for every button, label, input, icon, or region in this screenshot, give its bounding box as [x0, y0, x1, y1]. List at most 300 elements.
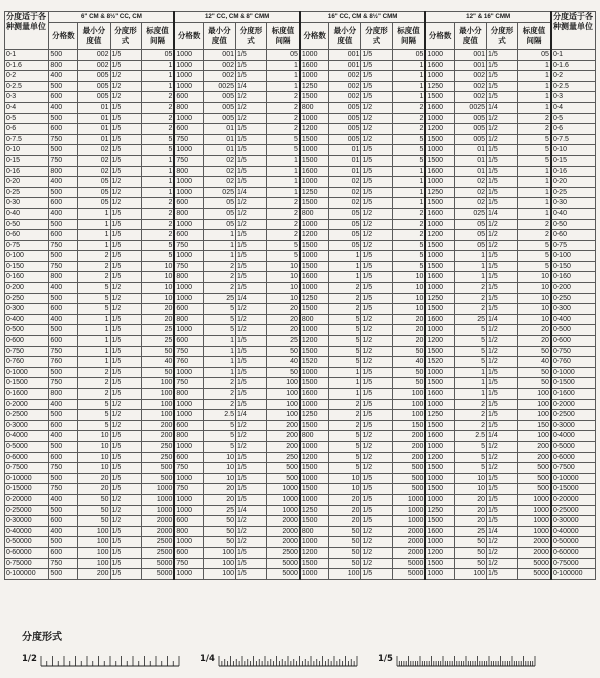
table-cell: 1/5	[110, 558, 141, 569]
table-cell: 1000	[300, 441, 329, 452]
table-cell: 50	[329, 558, 361, 569]
table-row	[5, 537, 596, 548]
table-cell: 1/2	[235, 314, 266, 325]
table-cell: 1/2	[361, 208, 392, 219]
table-cell: 50	[329, 537, 361, 548]
table-cell: 25	[203, 505, 235, 516]
table-cell: 1200	[425, 452, 454, 463]
sub-header: 最小分度值	[203, 23, 235, 50]
table-cell: 1/5	[487, 166, 518, 177]
table-cell: 600	[49, 124, 78, 135]
table-cell: 5	[203, 325, 235, 336]
table-cell: 0-4000	[551, 431, 596, 442]
table-cell: 1/2	[361, 219, 392, 230]
table-cell: 10	[329, 484, 361, 495]
table-cell: 10	[141, 293, 174, 304]
table-cell: 1250	[425, 81, 454, 92]
table-cell: 2000	[267, 537, 300, 548]
table-cell: 0-100	[551, 251, 596, 262]
table-cell: 1/5	[487, 484, 518, 495]
table-cell: 20	[203, 484, 235, 495]
table-cell: 1500	[300, 92, 329, 103]
table-cell: 1/5	[361, 187, 392, 198]
table-cell: 1/2	[110, 198, 141, 209]
table-cell: 100	[203, 569, 235, 580]
table-cell: 1600	[425, 431, 454, 442]
table-cell: 5	[454, 325, 486, 336]
table-cell: 0-600	[5, 336, 49, 347]
table-cell: 0-40000	[551, 526, 596, 537]
table-row	[5, 187, 596, 198]
table-cell: 1/2	[487, 134, 518, 145]
table-cell: 200	[392, 452, 425, 463]
table-cell: 1200	[425, 230, 454, 241]
table-cell: 1/5	[235, 346, 266, 357]
table-cell: 1000	[425, 367, 454, 378]
table-cell: 2	[267, 230, 300, 241]
table-cell: 500	[49, 145, 78, 156]
table-cell: 1/4	[487, 526, 518, 537]
table-cell: 750	[174, 155, 203, 166]
table-cell: 1	[518, 208, 551, 219]
table-cell: 1/5	[110, 166, 141, 177]
table-cell: 01	[203, 124, 235, 135]
table-cell: 1000	[174, 473, 203, 484]
table-cell: 400	[49, 526, 78, 537]
table-cell: 0-2000	[5, 399, 49, 410]
table-cell: 001	[329, 50, 361, 61]
table-cell: 10	[454, 473, 486, 484]
table-cell: 1	[203, 367, 235, 378]
table-cell: 1/5	[110, 441, 141, 452]
table-cell: 1500	[300, 558, 329, 569]
table-cell: 005	[454, 113, 486, 124]
table-cell: 1/5	[235, 71, 266, 82]
table-cell: 1/5	[487, 569, 518, 580]
table-cell: 1/5	[235, 494, 266, 505]
table-cell: 100	[78, 526, 110, 537]
table-cell: 1000	[518, 516, 551, 527]
table-cell: 1500	[425, 484, 454, 495]
table-cell: 05	[454, 219, 486, 230]
table-cell: 0-60	[551, 230, 596, 241]
table-row	[5, 325, 596, 336]
table-cell: 1	[203, 346, 235, 357]
table-cell: 500	[49, 81, 78, 92]
table-cell: 1/5	[361, 71, 392, 82]
table-cell: 1	[203, 251, 235, 262]
table-cell: 10	[203, 463, 235, 474]
table-cell: 800	[300, 314, 329, 325]
table-cell: 0-75000	[5, 558, 49, 569]
table-cell: 1/5	[487, 389, 518, 400]
table-cell: 5	[392, 251, 425, 262]
table-cell: 2	[329, 293, 361, 304]
table-cell: 1500	[300, 134, 329, 145]
table-cell: 5	[392, 134, 425, 145]
table-cell: 1/5	[361, 50, 392, 61]
table-cell: 1/2	[235, 113, 266, 124]
table-cell: 600	[174, 452, 203, 463]
table-cell: 600	[49, 198, 78, 209]
table-cell: 0-2500	[5, 410, 49, 421]
table-cell: 0-6	[5, 124, 49, 135]
table-cell: 0-25	[551, 187, 596, 198]
table-cell: 400	[49, 177, 78, 188]
table-cell: 2	[203, 389, 235, 400]
sub-header: 标度值间隔	[141, 23, 174, 50]
table-cell: 200	[267, 420, 300, 431]
table-cell: 100	[141, 410, 174, 421]
table-cell: 800	[49, 60, 78, 71]
table-cell: 1	[518, 81, 551, 92]
ruler-fifth	[396, 655, 536, 667]
table-cell: 600	[49, 516, 78, 527]
table-cell: 2	[329, 410, 361, 421]
table-cell: 800	[174, 314, 203, 325]
table-cell: 50	[203, 537, 235, 548]
table-cell: 1000	[174, 187, 203, 198]
table-cell: 1/5	[487, 304, 518, 315]
table-cell: 002	[329, 71, 361, 82]
table-cell: 1	[518, 187, 551, 198]
table-row	[5, 452, 596, 463]
table-cell: 0-1	[551, 50, 596, 61]
table-cell: 1/2	[235, 420, 266, 431]
table-cell: 1/5	[361, 261, 392, 272]
table-cell: 20	[267, 325, 300, 336]
table-cell: 1/5	[361, 283, 392, 294]
table-cell: 600	[49, 420, 78, 431]
table-cell: 1/5	[487, 50, 518, 61]
table-cell: 2	[454, 283, 486, 294]
table-cell: 0-4000	[5, 431, 49, 442]
table-cell: 2	[267, 208, 300, 219]
table-cell: 1	[141, 166, 174, 177]
table-cell: 1000	[300, 537, 329, 548]
table-cell: 5	[518, 261, 551, 272]
table-row	[5, 304, 596, 315]
table-cell: 1500	[425, 134, 454, 145]
table-cell: 2000	[518, 537, 551, 548]
table-cell: 2000	[141, 526, 174, 537]
table-cell: 1/5	[487, 473, 518, 484]
table-cell: 1000	[174, 251, 203, 262]
table-cell: 1/2	[110, 420, 141, 431]
table-cell: 1/2	[361, 314, 392, 325]
ruler-label-half: 1/2	[22, 654, 37, 664]
table-cell: 1/5	[235, 272, 266, 283]
table-cell: 5000	[267, 558, 300, 569]
table-cell: 0-1500	[551, 378, 596, 389]
table-cell: 0-600	[551, 336, 596, 347]
table-cell: 1/5	[235, 357, 266, 368]
table-row	[5, 336, 596, 347]
table-cell: 0-7.5	[551, 134, 596, 145]
table-cell: 1/5	[110, 208, 141, 219]
table-cell: 1/2	[361, 357, 392, 368]
table-cell: 0-6000	[5, 452, 49, 463]
table-cell: 1	[392, 71, 425, 82]
table-cell: 1500	[300, 378, 329, 389]
table-cell: 2	[392, 230, 425, 241]
table-cell: 1	[78, 230, 110, 241]
table-cell: 1/2	[361, 558, 392, 569]
table-cell: 1	[267, 187, 300, 198]
table-cell: 0-1500	[5, 378, 49, 389]
table-cell: 1500	[425, 304, 454, 315]
table-cell: 1/2	[235, 441, 266, 452]
table-row	[5, 420, 596, 431]
table-cell: 800	[49, 166, 78, 177]
table-cell: 2	[518, 219, 551, 230]
table-cell: 0-60000	[5, 547, 49, 558]
table-cell: 5	[78, 283, 110, 294]
table-cell: 1/5	[110, 113, 141, 124]
table-cell: 5	[329, 441, 361, 452]
table-row	[5, 134, 596, 145]
table-cell: 005	[329, 102, 361, 113]
table-cell: 200	[141, 431, 174, 442]
table-row	[5, 378, 596, 389]
table-cell: 1000	[300, 367, 329, 378]
table-cell: 0-1.6	[5, 60, 49, 71]
table-cell: 1/5	[361, 198, 392, 209]
table-cell: 5	[141, 145, 174, 156]
table-cell: 2	[141, 198, 174, 209]
table-cell: 05	[518, 50, 551, 61]
table-cell: 0-150	[551, 261, 596, 272]
table-cell: 2500	[141, 547, 174, 558]
table-cell: 5	[329, 452, 361, 463]
table-cell: 2	[454, 293, 486, 304]
table-cell: 150	[518, 420, 551, 431]
table-cell: 1000	[174, 219, 203, 230]
table-cell: 0-40	[551, 208, 596, 219]
table-cell: 1500	[425, 378, 454, 389]
table-cell: 001	[454, 50, 486, 61]
table-cell: 2.5	[203, 410, 235, 421]
table-cell: 1/2	[361, 325, 392, 336]
table-cell: 100	[267, 410, 300, 421]
table-row	[5, 526, 596, 537]
table-cell: 1/5	[235, 389, 266, 400]
table-cell: 0-500	[551, 325, 596, 336]
table-cell: 1/5	[235, 452, 266, 463]
table-cell: 100	[78, 558, 110, 569]
table-row	[5, 410, 596, 421]
table-cell: 400	[49, 102, 78, 113]
table-cell: 800	[174, 431, 203, 442]
table-cell: 1/5	[235, 547, 266, 558]
table-cell: 10	[454, 484, 486, 495]
table-cell: 1200	[425, 336, 454, 347]
table-cell: 500	[49, 187, 78, 198]
table-cell: 1600	[425, 60, 454, 71]
table-cell: 600	[49, 304, 78, 315]
table-cell: 1/2	[487, 441, 518, 452]
table-cell: 10	[392, 304, 425, 315]
table-cell: 25	[454, 526, 486, 537]
table-cell: 10	[267, 283, 300, 294]
table-cell: 1/5	[361, 166, 392, 177]
table-cell: 0-60	[5, 230, 49, 241]
table-cell: 1/5	[110, 537, 141, 548]
table-cell: 05	[267, 50, 300, 61]
table-cell: 5	[392, 145, 425, 156]
table-cell: 1000	[174, 537, 203, 548]
table-cell: 0-50000	[551, 537, 596, 548]
table-cell: 50	[141, 346, 174, 357]
table-cell: 02	[203, 155, 235, 166]
table-cell: 5	[267, 240, 300, 251]
table-cell: 1/2	[235, 102, 266, 113]
table-cell: 1520	[425, 357, 454, 368]
table-cell: 1/5	[110, 219, 141, 230]
table-cell: 1/4	[235, 410, 266, 421]
table-cell: 1000	[425, 219, 454, 230]
table-cell: 1000	[425, 441, 454, 452]
table-cell: 05	[203, 219, 235, 230]
table-cell: 1000	[425, 473, 454, 484]
table-cell: 0-760	[5, 357, 49, 368]
table-cell: 1/5	[361, 484, 392, 495]
table-cell: 25	[267, 336, 300, 347]
table-cell: 5	[518, 155, 551, 166]
table-cell: 0-100	[5, 251, 49, 262]
table-cell: 1	[267, 81, 300, 92]
table-cell: 1/4	[487, 314, 518, 325]
table-cell: 1	[518, 92, 551, 103]
table-cell: 1/5	[487, 81, 518, 92]
table-cell: 0-1600	[5, 389, 49, 400]
table-cell: 1/5	[235, 399, 266, 410]
sub-header: 标度值间隔	[392, 23, 425, 50]
table-cell: 1520	[300, 357, 329, 368]
table-cell: 1000	[425, 399, 454, 410]
table-cell: 1/2	[110, 81, 141, 92]
table-cell: 0-1.6	[551, 60, 596, 71]
table-row	[5, 251, 596, 262]
table-cell: 1200	[425, 124, 454, 135]
table-cell: 0-15000	[5, 484, 49, 495]
table-cell: 200	[267, 431, 300, 442]
table-cell: 1	[78, 336, 110, 347]
table-cell: 5000	[392, 569, 425, 580]
table-cell: 1000	[425, 537, 454, 548]
ruler-quarter	[218, 655, 358, 667]
table-cell: 1/2	[235, 198, 266, 209]
table-cell: 005	[329, 124, 361, 135]
table-cell: 1/2	[110, 304, 141, 315]
table-cell: 2	[518, 230, 551, 241]
table-cell: 1/5	[361, 399, 392, 410]
table-cell: 1	[267, 60, 300, 71]
table-cell: 1/2	[235, 537, 266, 548]
table-cell: 1	[203, 336, 235, 347]
table-cell: 1000	[174, 50, 203, 61]
table-cell: 0-16	[551, 166, 596, 177]
table-cell: 5	[267, 134, 300, 145]
table-cell: 0-15000	[551, 484, 596, 495]
table-cell: 500	[267, 463, 300, 474]
table-cell: 1/5	[235, 367, 266, 378]
table-cell: 005	[329, 113, 361, 124]
table-cell: 100	[78, 537, 110, 548]
table-cell: 1	[78, 314, 110, 325]
table-cell: 1000	[425, 325, 454, 336]
table-cell: 1	[78, 357, 110, 368]
table-cell: 1	[141, 81, 174, 92]
table-cell: 20	[78, 473, 110, 484]
table-cell: 100	[518, 410, 551, 421]
table-cell: 0-40000	[5, 526, 49, 537]
table-cell: 5	[203, 314, 235, 325]
table-cell: 100	[141, 378, 174, 389]
table-cell: 800	[300, 526, 329, 537]
table-cell: 1/5	[235, 50, 266, 61]
table-cell: 1000	[518, 505, 551, 516]
table-row	[5, 494, 596, 505]
table-cell: 2	[267, 113, 300, 124]
table-cell: 1	[141, 60, 174, 71]
table-cell: 2	[78, 367, 110, 378]
table-cell: 20	[454, 516, 486, 527]
table-cell: 0-2.5	[551, 81, 596, 92]
table-cell: 1000	[174, 60, 203, 71]
table-row	[5, 516, 596, 527]
table-cell: 2	[329, 420, 361, 431]
table-cell: 1	[392, 81, 425, 92]
table-cell: 01	[78, 134, 110, 145]
table-cell: 1/2	[487, 463, 518, 474]
table-row	[5, 293, 596, 304]
table-row	[5, 230, 596, 241]
table-cell: 1/5	[487, 71, 518, 82]
table-cell: 0-75000	[551, 558, 596, 569]
table-cell: 1200	[300, 230, 329, 241]
table-cell: 0-15	[551, 155, 596, 166]
table-cell: 500	[49, 505, 78, 516]
table-cell: 20	[267, 304, 300, 315]
ruler-fifth-svg	[396, 655, 536, 667]
table-cell: 0-7500	[5, 463, 49, 474]
table-cell: 1000	[174, 505, 203, 516]
table-cell: 600	[49, 230, 78, 241]
table-cell: 1/5	[487, 145, 518, 156]
table-cell: 1000	[174, 399, 203, 410]
table-cell: 05	[329, 219, 361, 230]
table-cell: 20	[392, 325, 425, 336]
table-cell: 1/5	[235, 230, 266, 241]
table-cell: 1/2	[235, 208, 266, 219]
table-cell: 1/5	[361, 516, 392, 527]
table-cell: 2	[203, 378, 235, 389]
table-cell: 0-25000	[5, 505, 49, 516]
table-cell: 1	[203, 357, 235, 368]
table-cell: 1250	[425, 293, 454, 304]
table-cell: 1500	[425, 516, 454, 527]
table-cell: 0-250	[551, 293, 596, 304]
table-cell: 1/5	[110, 325, 141, 336]
table-cell: 1500	[425, 558, 454, 569]
table-cell: 10	[392, 272, 425, 283]
table-cell: 1/5	[235, 177, 266, 188]
table-cell: 1/2	[361, 547, 392, 558]
sub-header: 分格数	[425, 23, 454, 50]
table-cell: 800	[49, 272, 78, 283]
table-cell: 20	[141, 304, 174, 315]
